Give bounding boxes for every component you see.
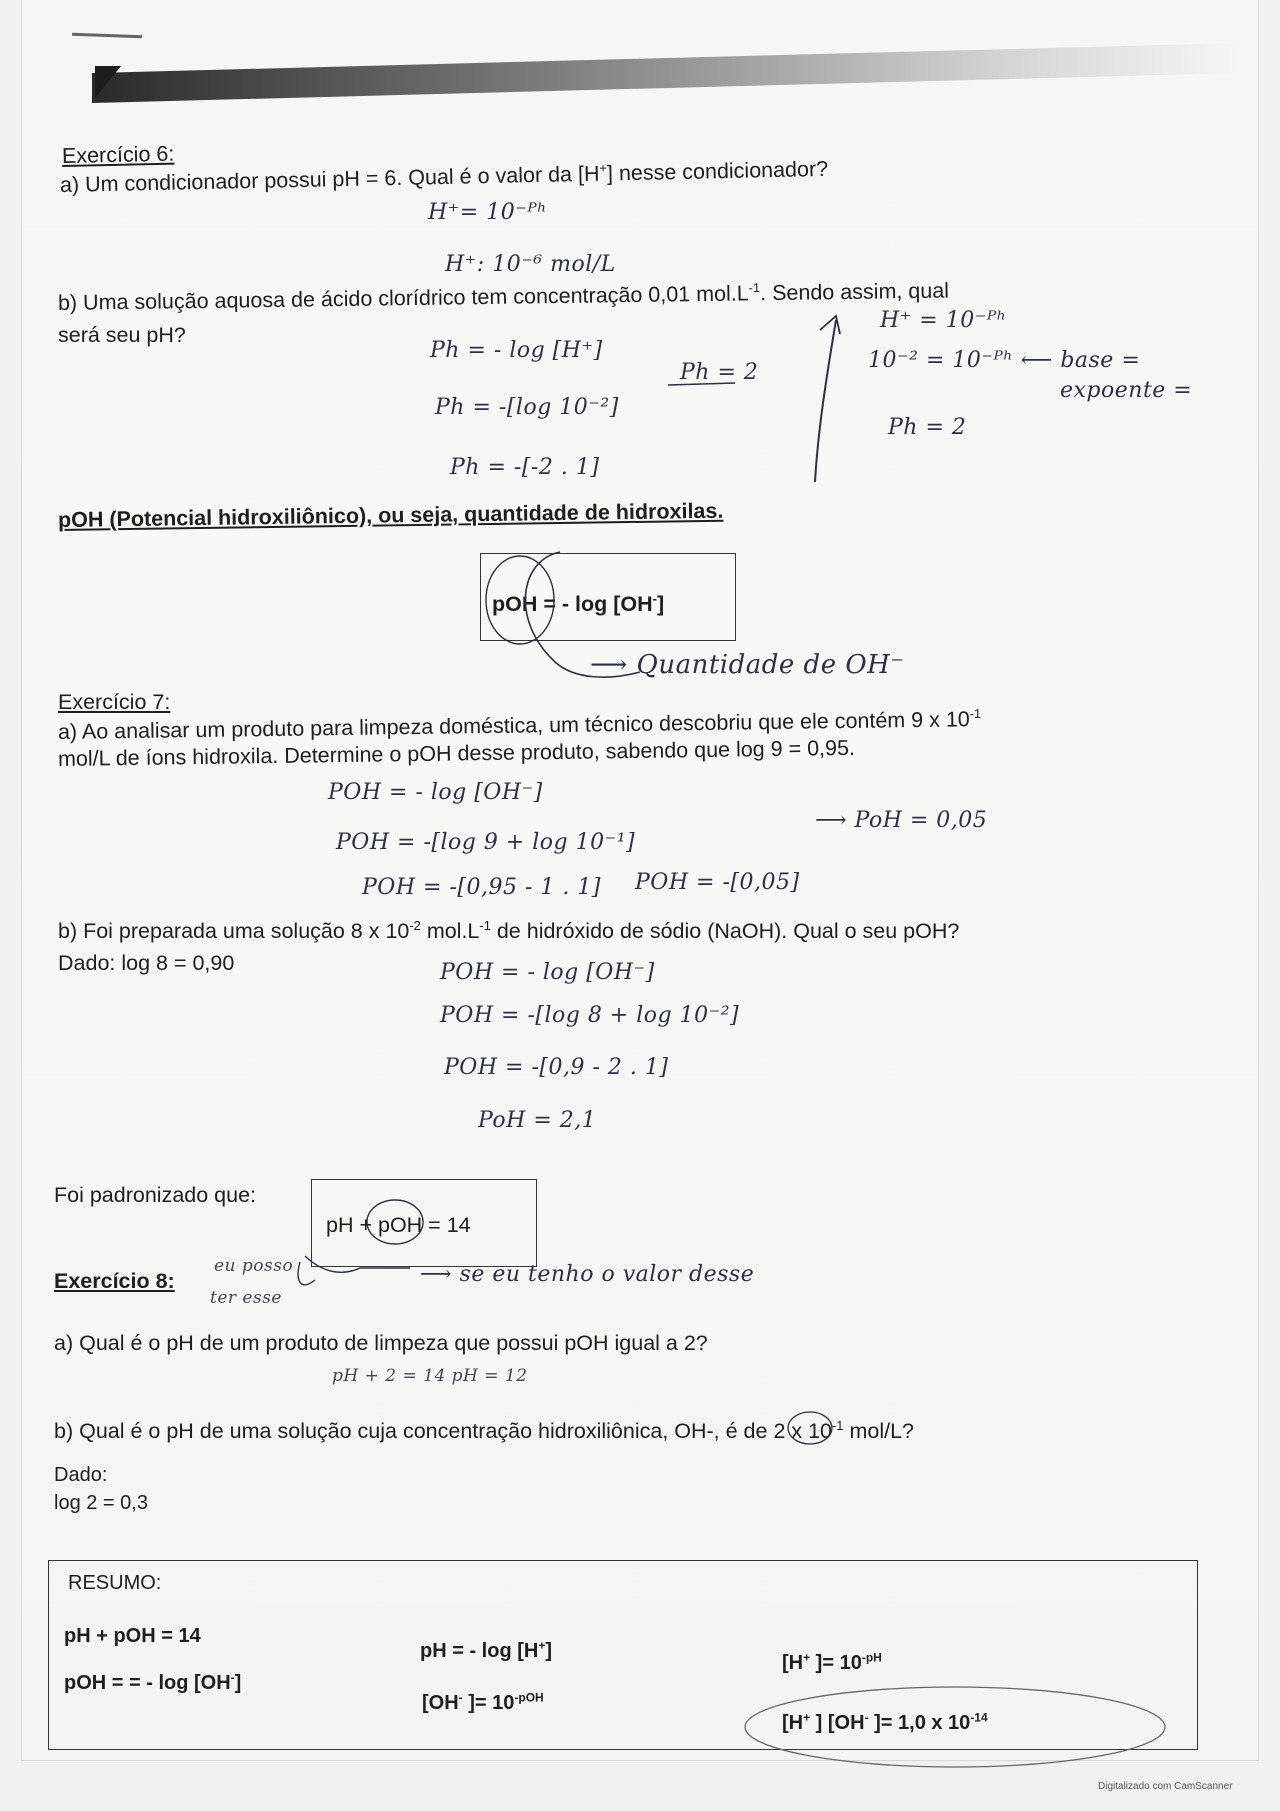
standard-hand-left2: ter esse (210, 1288, 282, 1308)
standard-label: Foi padronizado que: (54, 1183, 257, 1207)
ex7-hand-a2: POH = -[log 9 + log 10⁻¹] (336, 830, 636, 855)
poh-hand-note: ⟶ Quantidade de OH⁻ (590, 650, 905, 680)
ex6-hand-b7: expoente = (1060, 378, 1193, 403)
ex8-dado2: log 2 = 0,3 (54, 1492, 148, 1514)
ex7-a-line1: a) Ao analisar um produto para limpeza doméstica, um técnico descobriu que ele contém 9 x $10^{-1}$ (57, 705, 982, 744)
ex7-heading: Exercício 7: (58, 690, 171, 714)
ex6-hand-a1: H⁺= 10⁻ᴾʰ (428, 200, 548, 225)
summary-f4: [OH- ]= $10^{-pOH}$ (422, 1690, 544, 1714)
ex7-hand-a3: POH = -[0,95 - 1 . 1] (362, 875, 601, 900)
ex6-hand-a2: H⁺: 10⁻⁶ mol/L (445, 252, 616, 277)
standard-formula: pH + pOH = 14 (326, 1213, 471, 1237)
scanner-watermark: Digitalizado com CamScanner (1098, 1781, 1233, 1792)
summary-title: RESUMO: (68, 1572, 162, 1594)
ex7-hand-a5: ⟶ PoH = 0,05 (815, 808, 988, 833)
summary-f3: pH = - log [H+] (420, 1638, 553, 1662)
ex6-b-line2: será seu pH? (58, 323, 186, 347)
ex7-a-line2: mol/L de íons hidroxila. Determine o pOH desse produto, sabendo que log 9 = 0,95. (57, 735, 856, 771)
ex6-hand-b6: 10⁻² = 10⁻ᴾʰ ⟵ base = (868, 348, 1141, 373)
ex7-hand-b3: POH = -[0,9 - 2 . 1] (444, 1055, 669, 1080)
ex7-b-text: b) Foi preparada uma solução 8 x $10^{-2}$ $mol.L^{-1}$ de hidróxido de sódio (NaOH). Qual o seu pOH? (58, 917, 960, 943)
ex7-hand-b2: POH = -[log 8 + log 10⁻²] (440, 1003, 740, 1028)
ex6-hand-b5: H⁺ = 10⁻ᴾʰ (880, 308, 1007, 333)
ex8-a: a) Qual é o pH de um produto de limpeza que possui pOH igual a 2? (54, 1331, 708, 1355)
poh-formula: pOH = - log [OH-] (492, 590, 665, 616)
summary-box (48, 1560, 1198, 1750)
ex8-b: b) Qual é o pH de uma solução cuja concentração hidroxiliônica, OH-, é de 2 x $10^{-1}$ mol/L? (54, 1417, 914, 1443)
summary-f1: pH + pOH = 14 (64, 1625, 201, 1647)
standard-hand-right: ⟶ se eu tenho o valor desse (420, 1262, 755, 1287)
ex6-hand-b1: Ph = - log [H⁺] (430, 338, 603, 363)
poh-heading: pOH (Potencial hidroxiliônico), ou seja, quantidade de hidroxilas. (57, 498, 724, 532)
ex7-hand-a1: POH = - log [OH⁻] (328, 780, 543, 805)
ex6-heading: Exercício 6: (61, 141, 175, 168)
ex6-b-line1: b) Uma solução aquosa de ácido clorídrico tem concentração 0,01 $mol.L^{-1}$. Sendo assim, qual (57, 278, 950, 315)
ex8-hand-a: pH + 2 = 14 pH = 12 (332, 1366, 528, 1386)
summary-f5: [H+ ]= $10^{-pH}$ (782, 1650, 882, 1674)
standard-hand-left1: eu posso (214, 1256, 294, 1276)
ex6-a-text: a) Um condicionador possui pH = 6. Qual é o valor da [H+] nesse condicionador? (59, 156, 829, 197)
ex8-heading: Exercício 8: (54, 1269, 175, 1293)
ex6-hand-b4: Ph = 2 (680, 360, 759, 385)
ex6-hand-b8: Ph = 2 (888, 415, 967, 440)
summary-f6: [H+ ] [OH- ]= 1,0 x $10^{-14}$ (782, 1710, 988, 1734)
top-wedge (95, 66, 121, 98)
ex6-hand-b2: Ph = -[log 10⁻²] (435, 395, 619, 420)
ex7-hand-b4: PoH = 2,1 (478, 1108, 597, 1133)
ex6-hand-b3: Ph = -[-2 . 1] (450, 455, 600, 480)
summary-f2: pOH = = - log [OH-] (64, 1670, 242, 1694)
ex7-hand-b1: POH = - log [OH⁻] (440, 960, 655, 985)
ex7-b-dado: Dado: log 8 = 0,90 (58, 951, 235, 975)
ex7-hand-a4: POH = -[0,05] (635, 870, 800, 895)
ex8-dado1: Dado: (54, 1464, 108, 1486)
